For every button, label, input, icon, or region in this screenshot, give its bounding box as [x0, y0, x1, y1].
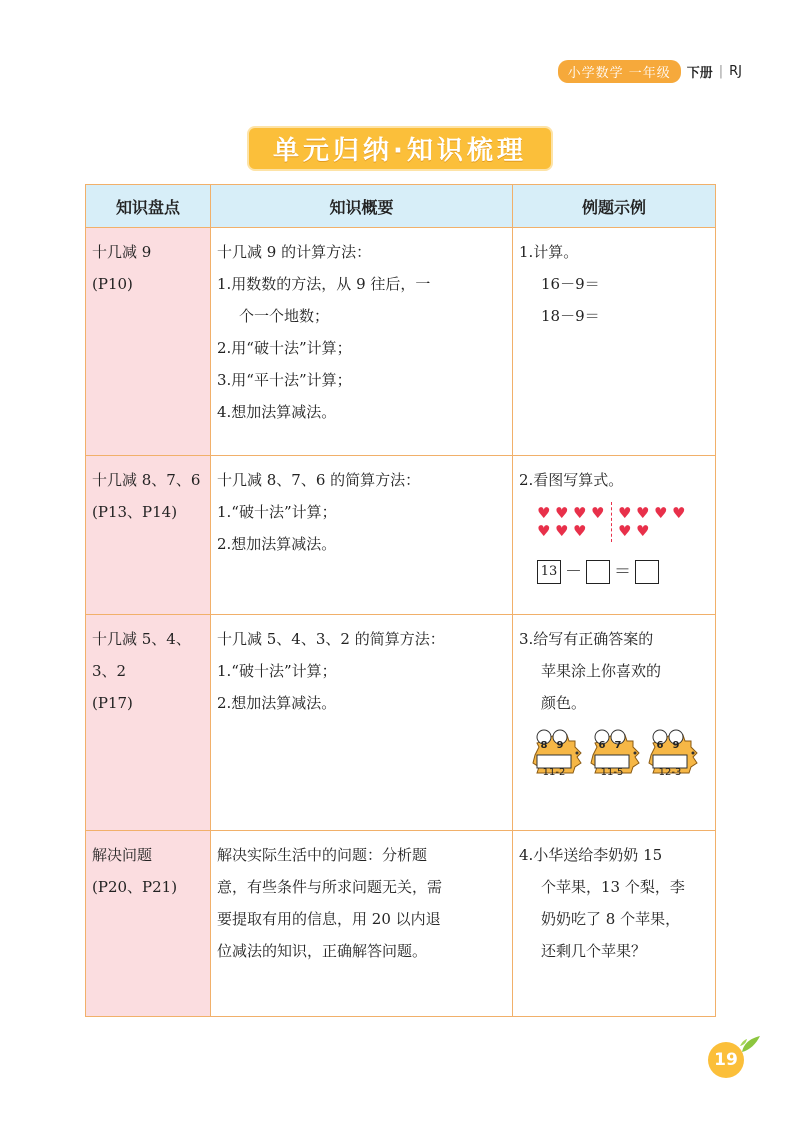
summary-line: 1.“破十法”计算；: [217, 662, 337, 680]
topic-text: 十几减 5、4、: [92, 630, 191, 648]
heart-icon: ♥: [537, 521, 551, 540]
heart-icon: ♥: [573, 503, 587, 522]
summary-line: 要提取有用的信息，用 20 以内退: [217, 910, 441, 928]
topic-page: (P17): [92, 694, 133, 712]
page-number: 19: [708, 1042, 744, 1078]
topic-cell: [86, 615, 211, 831]
example-line: 18－9＝: [541, 307, 600, 325]
summary-line: 3.用“平十法”计算；: [217, 371, 352, 389]
given-number-box: 13: [537, 560, 561, 584]
heart-icon: ♥: [654, 503, 668, 522]
table-row: [86, 456, 716, 615]
example-line: 还剩几个苹果？: [541, 942, 647, 960]
topic-cell: [86, 456, 211, 615]
example-cell: [513, 456, 716, 615]
summary-line: 2.想加法算减法。: [217, 694, 337, 712]
header-separator: |: [718, 64, 724, 79]
column-header-example: 例题示例: [513, 185, 716, 228]
example-line: 个苹果，13 个梨，李: [541, 878, 685, 896]
knowledge-table: [85, 184, 716, 1017]
example-line: 1.计算。: [519, 243, 579, 261]
hedgehog-apple-item[interactable]: [589, 727, 643, 777]
column-header-summary: 知识概要: [211, 185, 513, 228]
topic-text: 解决问题: [92, 846, 153, 864]
equation: [537, 556, 709, 588]
apple-number: 6: [656, 740, 664, 751]
expression-sign: 11-5: [600, 767, 624, 778]
heart-icon: ♥: [555, 521, 569, 540]
topic-text: 3、2: [92, 662, 127, 680]
heart-icon: ♥: [636, 521, 650, 540]
heart-icon: ♥: [591, 503, 605, 522]
example-line: 4.小华送给李奶奶 15: [519, 846, 663, 864]
topic-text: 十几减 8、7、6: [92, 471, 201, 489]
column-header-topic: 知识盘点: [86, 185, 211, 228]
summary-line: 个一个地数；: [239, 307, 330, 325]
table-row: [86, 228, 716, 456]
apple-number: 8: [540, 740, 548, 751]
summary-cell: [211, 456, 513, 615]
topic-cell: [86, 831, 211, 1017]
example-line: 3.给写有正确答案的: [519, 630, 654, 648]
table-row: [86, 831, 716, 1017]
equals-sign: ＝: [614, 562, 631, 582]
topic-text: 十几减 9: [92, 243, 152, 261]
heart-icon: ♥: [618, 503, 632, 522]
expression-sign: 12-3: [658, 767, 682, 778]
summary-cell: [211, 228, 513, 456]
summary-line: 十几减 9 的计算方法：: [217, 243, 372, 261]
heart-icon: ♥: [636, 503, 650, 522]
title-wrap: [0, 128, 800, 169]
summary-cell: [211, 615, 513, 831]
heart-icon: ♥: [537, 503, 551, 522]
hearts-picture: [537, 502, 709, 542]
hedgehog-apple-item[interactable]: [647, 727, 701, 777]
volume-label: 下册: [686, 66, 713, 81]
summary-line: 2.想加法算减法。: [217, 535, 337, 553]
minus-sign: －: [565, 562, 582, 582]
heart-icon: ♥: [573, 521, 587, 540]
summary-line: 4.想加法算减法。: [217, 403, 337, 421]
edition-label: RJ: [729, 64, 742, 79]
example-cell: [513, 228, 716, 456]
expression-sign: 11-2: [542, 767, 566, 778]
apple-number: 9: [672, 740, 680, 751]
heart-icon: ♥: [672, 503, 686, 522]
topic-page: (P10): [92, 275, 133, 293]
table-row: [86, 615, 716, 831]
heart-icon: ♥: [618, 521, 632, 540]
topic-page: (P13、P14): [92, 503, 178, 521]
summary-line: 解决实际生活中的问题：分析题: [217, 846, 428, 864]
summary-line: 意，有些条件与所求问题无关，需: [217, 878, 443, 896]
example-line: 16－9＝: [541, 275, 600, 293]
hedgehog-apple-item[interactable]: [531, 727, 585, 777]
summary-line: 十几减 8、7、6 的简算方法：: [217, 471, 421, 489]
summary-cell: [211, 831, 513, 1017]
example-line: 颜色。: [541, 694, 587, 712]
page-title: 单元归纳·知识梳理: [249, 128, 551, 169]
topic-cell: [86, 228, 211, 456]
hearts-right-group: [618, 503, 686, 540]
hedgehog-apples: [531, 727, 709, 777]
answer-box[interactable]: [635, 560, 659, 584]
example-line: 奶奶吃了 8 个苹果，: [541, 910, 681, 928]
summary-line: 1.用数数的方法，从 9 往后，一: [217, 275, 431, 293]
table-header-row: [86, 185, 716, 228]
summary-line: 位减法的知识，正确解答问题。: [217, 942, 428, 960]
dashed-divider: [611, 502, 612, 542]
example-line: 2.看图写算式。: [519, 471, 624, 489]
example-cell: [513, 615, 716, 831]
hearts-left-group: [537, 503, 605, 540]
apple-number: 9: [556, 740, 564, 751]
heart-icon: ♥: [555, 503, 569, 522]
example-cell: [513, 831, 716, 1017]
summary-line: 十几减 5、4、3、2 的简算方法：: [217, 630, 445, 648]
summary-line: 1.“破十法”计算；: [217, 503, 337, 521]
answer-box[interactable]: [586, 560, 610, 584]
topic-page: (P20、P21): [92, 878, 178, 896]
summary-line: 2.用“破十法”计算；: [217, 339, 352, 357]
apple-number: 6: [598, 740, 606, 751]
apple-number: 7: [614, 740, 622, 751]
subject-badge: 小学数学 一年级: [558, 60, 681, 83]
page-header: [558, 60, 742, 83]
example-line: 苹果涂上你喜欢的: [541, 662, 662, 680]
